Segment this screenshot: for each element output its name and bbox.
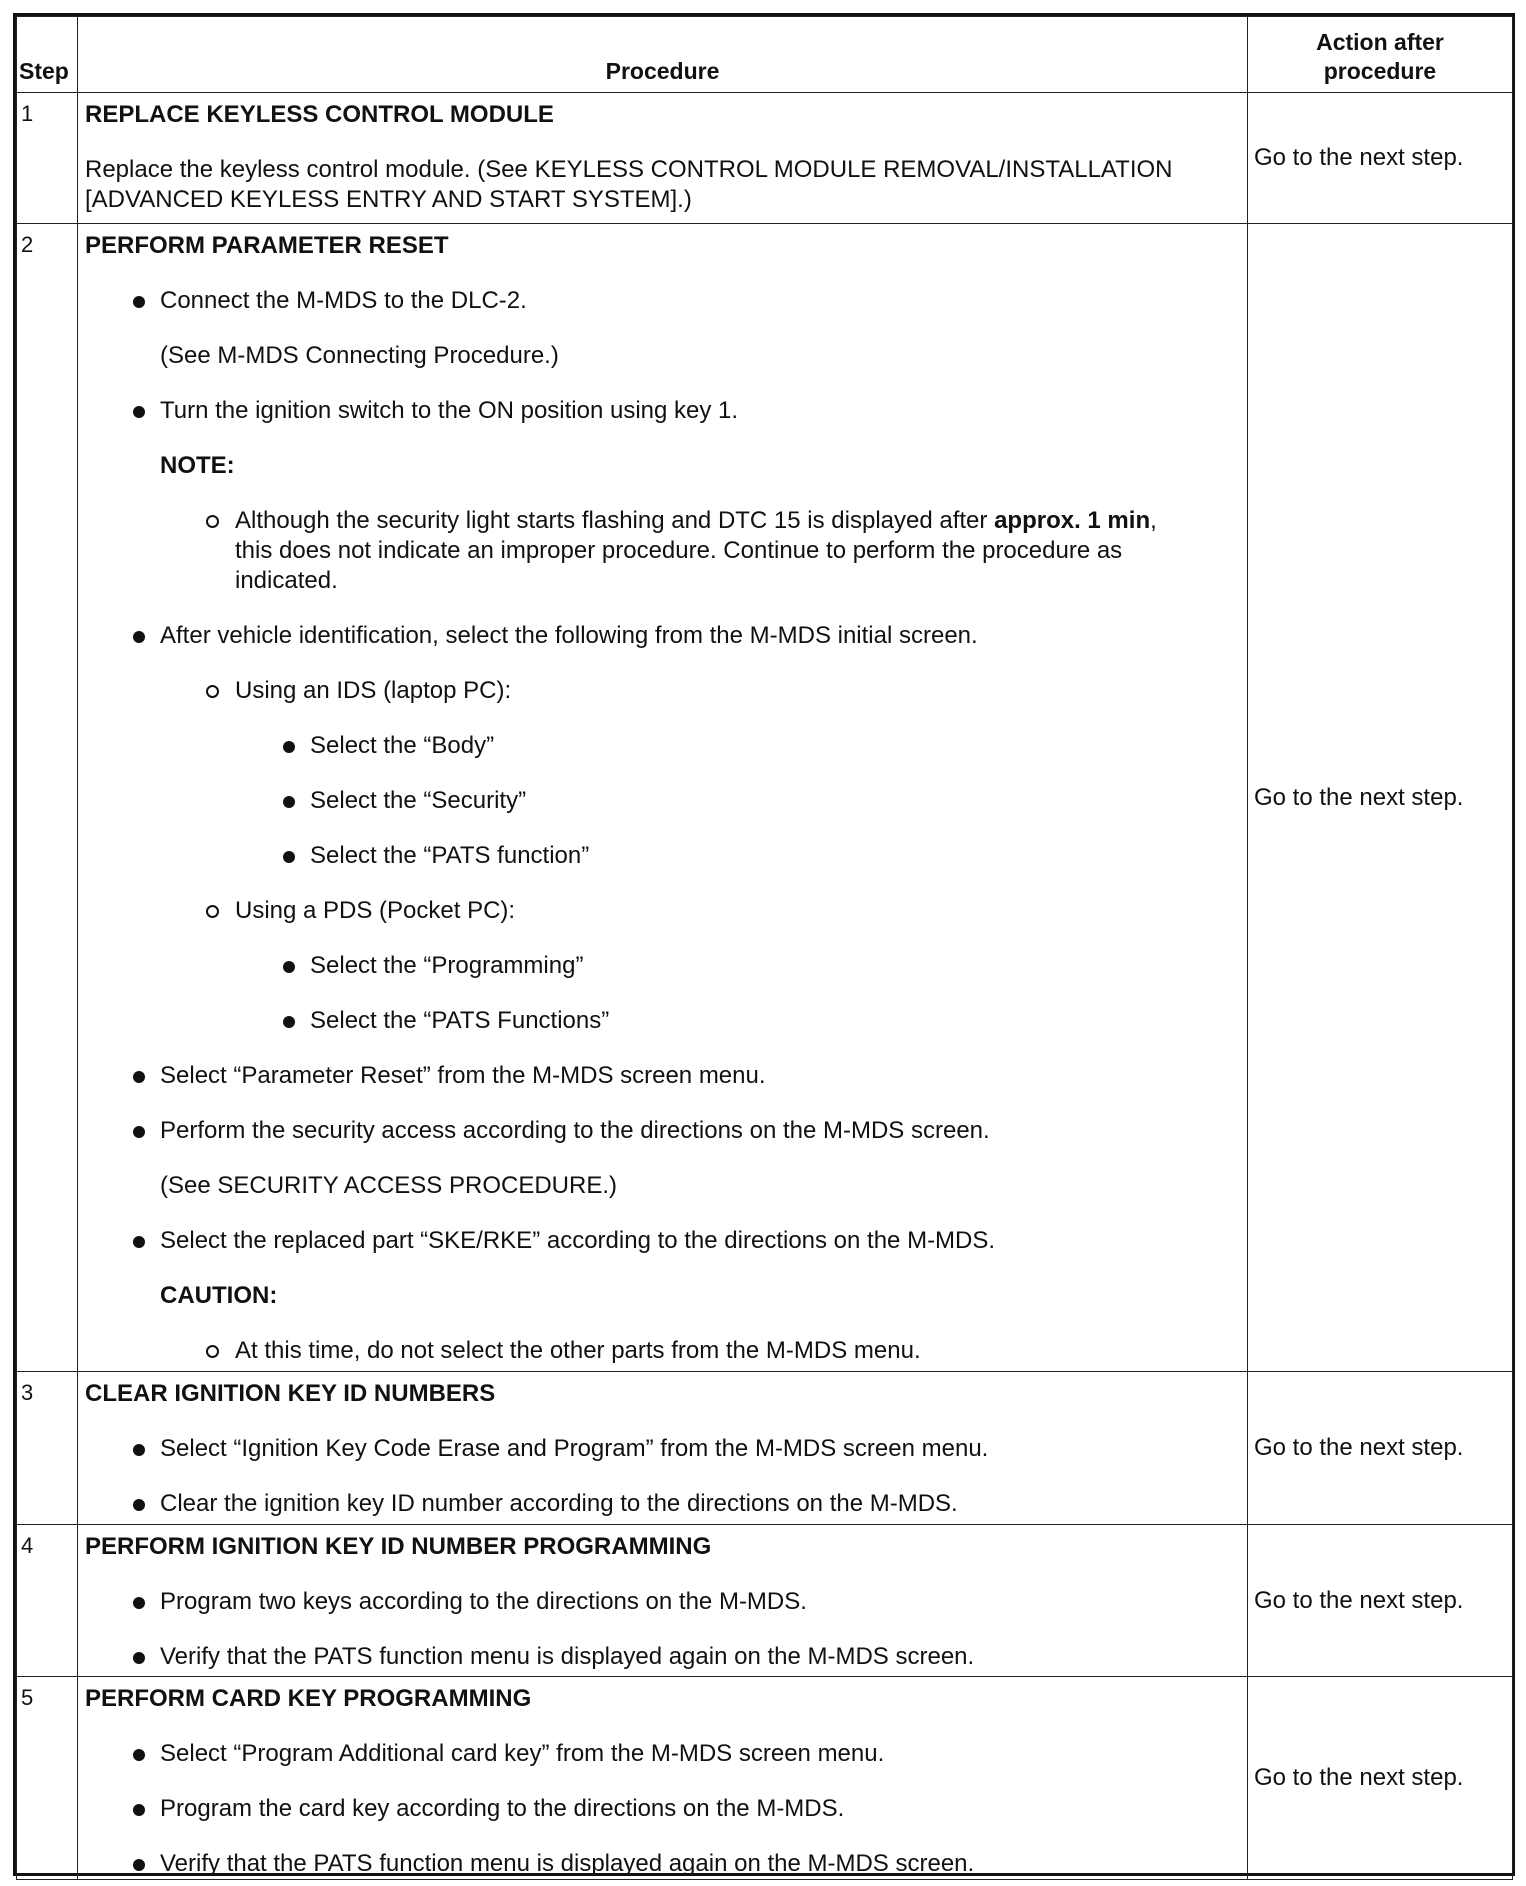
procedure-title: PERFORM PARAMETER RESET [85, 232, 449, 259]
sub-list-item [85, 896, 1247, 926]
note-text-part: , this does not indicate an improper procedure. Continue to perform the procedure as indicated. [235, 507, 1157, 594]
procedure-table-frame [13, 13, 1515, 1876]
bullet-icon [283, 961, 295, 973]
step-number: 1 [17, 93, 78, 224]
table-row-step-1 [17, 93, 1513, 224]
list-item-text: Select “Parameter Reset” from the M-MDS screen menu. [160, 1062, 766, 1089]
note-text-part: Although the security light starts flashing and DTC 15 is displayed after [235, 507, 995, 534]
list-item-text: Select “Program Additional card key” from the M-MDS screen menu. [160, 1740, 885, 1767]
bullet-icon [133, 1126, 145, 1138]
action-cell: Go to the next step. [1248, 1525, 1513, 1677]
sub-sub-list-item-text: Select the “Programming” [310, 952, 584, 979]
table-row-step-4 [17, 1525, 1513, 1677]
step-number: 3 [17, 1372, 78, 1525]
reference-text: (See M-MDS Connecting Procedure.) [160, 342, 559, 369]
bullet-icon [283, 1016, 295, 1028]
procedure-title: PERFORM IGNITION KEY ID NUMBER PROGRAMMING [85, 1533, 712, 1560]
procedure-cell [78, 224, 1248, 1372]
bullet-icon [283, 741, 295, 753]
sub-sub-list-item-text: Select the “PATS Functions” [310, 1007, 610, 1034]
procedure-title: CLEAR IGNITION KEY ID NUMBERS [85, 1380, 496, 1407]
procedure-cell [78, 93, 1248, 224]
sub-list-item-text: Using an IDS (laptop PC): [235, 677, 512, 704]
list-item [85, 1061, 1247, 1091]
sub-sub-list-item [85, 786, 1247, 816]
list-item-text: Select “Ignition Key Code Erase and Program” from the M-MDS screen menu. [160, 1435, 989, 1462]
sub-sub-list-item-text: Select the “Security” [310, 787, 527, 814]
bullet-icon [133, 406, 145, 418]
list-item [85, 621, 1247, 651]
list-item [85, 286, 1247, 316]
sub-sub-list-item-text: Select the “PATS function” [310, 842, 590, 869]
list-item [85, 396, 1247, 426]
sub-sub-list-item [85, 951, 1247, 981]
procedure-title: REPLACE KEYLESS CONTROL MODULE [85, 101, 554, 128]
bullet-icon [133, 1499, 145, 1511]
caution-item [85, 1336, 1247, 1366]
header-action-line1: Action after [1316, 29, 1444, 55]
list-item-text: Verify that the PATS function menu is displayed again on the M-MDS screen. [160, 1850, 975, 1877]
list-item [85, 1849, 1247, 1879]
step-number: 5 [17, 1677, 78, 1880]
procedure-cell [78, 1525, 1248, 1677]
header-procedure: Procedure [78, 17, 1248, 93]
list-item [85, 1489, 1247, 1519]
header-step: Step [17, 17, 78, 93]
header-action [1248, 17, 1513, 93]
list-item-text: Program the card key according to the directions on the M-MDS. [160, 1795, 845, 1822]
sub-sub-list-item [85, 1006, 1247, 1036]
step-number: 2 [17, 224, 78, 1372]
list-item [85, 1794, 1247, 1824]
sub-list-item-text: Using a PDS (Pocket PC): [235, 897, 516, 924]
action-cell: Go to the next step. [1248, 224, 1513, 1372]
bullet-icon [133, 296, 145, 308]
bullet-icon [283, 851, 295, 863]
note-text-bold: approx. 1 min [994, 507, 1151, 534]
procedure-table [16, 16, 1513, 1880]
procedure-cell [78, 1372, 1248, 1525]
sub-sub-list-item [85, 841, 1247, 871]
list-item-text: Turn the ignition switch to the ON position using key 1. [160, 397, 739, 424]
bullet-icon [133, 1749, 145, 1761]
caution-text: At this time, do not select the other parts from the M-MDS menu. [235, 1337, 921, 1364]
sub-sub-list-item [85, 731, 1247, 761]
list-item [85, 1434, 1247, 1464]
bullet-icon [133, 1859, 145, 1871]
list-item-text: Program two keys according to the directions on the M-MDS. [160, 1588, 807, 1615]
procedure-cell [78, 1677, 1248, 1880]
bullet-icon [133, 1071, 145, 1083]
list-item-text: After vehicle identification, select the following from the M-MDS initial screen. [160, 622, 978, 649]
bullet-icon [133, 1597, 145, 1609]
bullet-icon [133, 1804, 145, 1816]
procedure-title: PERFORM CARD KEY PROGRAMMING [85, 1685, 532, 1712]
circle-bullet-icon [206, 905, 219, 918]
list-item-text: Perform the security access according to the directions on the M-MDS screen. [160, 1117, 990, 1144]
sub-list-item [85, 676, 1247, 706]
list-item-text: Verify that the PATS function menu is displayed again on the M-MDS screen. [160, 1643, 975, 1670]
circle-bullet-icon [206, 515, 219, 528]
circle-bullet-icon [206, 1345, 219, 1358]
bullet-icon [133, 1444, 145, 1456]
header-action-line2: procedure [1323, 58, 1437, 84]
action-cell: Go to the next step. [1248, 1677, 1513, 1880]
caution-label: CAUTION: [160, 1282, 278, 1309]
list-item-text: Connect the M-MDS to the DLC-2. [160, 287, 527, 314]
action-cell: Go to the next step. [1248, 1372, 1513, 1525]
bullet-icon [283, 796, 295, 808]
reference-text: (See SECURITY ACCESS PROCEDURE.) [160, 1172, 617, 1199]
list-item [85, 1587, 1247, 1617]
list-item-text: Select the replaced part “SKE/RKE” according to the directions on the M-MDS. [160, 1227, 996, 1254]
header-row [17, 17, 1513, 93]
table-row-step-2 [17, 224, 1513, 1372]
list-item [85, 1739, 1247, 1769]
list-item [85, 1642, 1247, 1672]
list-item [85, 1116, 1247, 1146]
procedure-text: Replace the keyless control module. (See KEYLESS CONTROL MODULE REMOVAL/INSTALLATION [ADVANCED KEYLESS ENTRY AND START SYSTEM].) [85, 156, 1173, 213]
list-item-text: Clear the ignition key ID number according to the directions on the M-MDS. [160, 1490, 958, 1517]
note-label: NOTE: [160, 452, 235, 479]
sub-sub-list-item-text: Select the “Body” [310, 732, 495, 759]
table-row-step-5 [17, 1677, 1513, 1880]
table-row-step-3 [17, 1372, 1513, 1525]
circle-bullet-icon [206, 685, 219, 698]
bullet-icon [133, 1652, 145, 1664]
step-number: 4 [17, 1525, 78, 1677]
bullet-icon [133, 631, 145, 643]
bullet-icon [133, 1236, 145, 1248]
note-item [85, 506, 1247, 596]
list-item [85, 1226, 1247, 1256]
action-cell: Go to the next step. [1248, 93, 1513, 224]
